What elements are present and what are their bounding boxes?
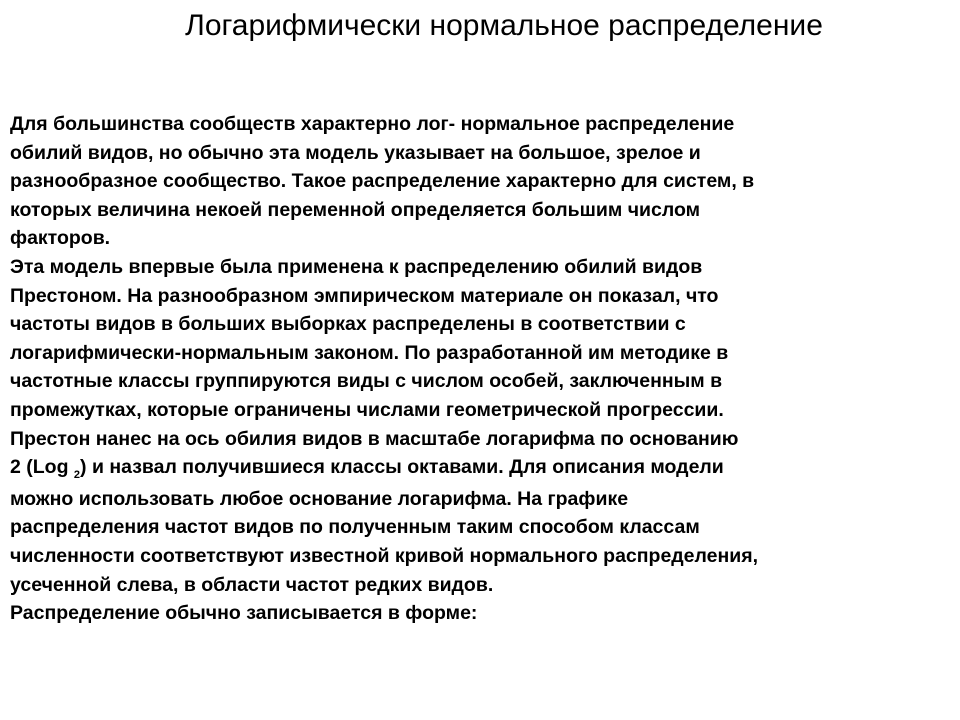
text-line: Распределение обычно записывается в форме: (10, 602, 478, 625)
text-line: частотные классы группируются виды с числом особей, заключенным в (10, 370, 723, 393)
paragraph-preston (10, 253, 956, 599)
slide-body (10, 110, 956, 628)
text-line: логарифмически-нормальным законом. По разработанной им методике в (10, 341, 729, 364)
text-line: распределения частот видов по полученным таким способом классам (10, 516, 700, 539)
text-line: можно использовать любое основание логарифма. На графике (10, 487, 629, 510)
text-line-log (10, 456, 724, 482)
log-text-after: ) и назвал получившиеся классы октавами. Для описания модели (80, 456, 724, 479)
paragraph-formula-intro (10, 599, 956, 628)
log-subscript: 2 (73, 469, 81, 482)
text-line: Для большинства сообществ характерно лог- нормальное распределение (10, 113, 735, 135)
paragraph-intro (10, 110, 956, 253)
text-line: Эта модель впервые была применена к распределению обилий видов (10, 255, 703, 278)
text-line: которых величина некоей переменной определяется большим числом (10, 198, 701, 221)
text-line: численности соответствуют известной кривой нормального распределения, (10, 544, 759, 567)
text-line: промежутках, которые ограничены числами геометрической прогрессии. (10, 398, 724, 421)
text-line: усеченной слева, в области частот редких видов. (10, 573, 494, 596)
text-line: обилий видов, но обычно эта модель указывает на большое, зрелое и (10, 141, 701, 164)
text-line: Престоном. На разнообразном эмпирическом материале он показал, что (10, 284, 719, 307)
log-text-before: 2 (Log (10, 456, 74, 479)
slide-title: Логарифмически нормальное распределение (185, 9, 823, 42)
text-line: факторов. (10, 227, 111, 250)
text-line: частоты видов в больших выборках распределены в соответствии с (10, 313, 686, 336)
text-line: разнообразное сообщество. Такое распределение характерно для систем, в (10, 170, 755, 193)
text-line: Престон нанес на ось обилия видов в масштабе логарифма по основанию (10, 427, 739, 450)
